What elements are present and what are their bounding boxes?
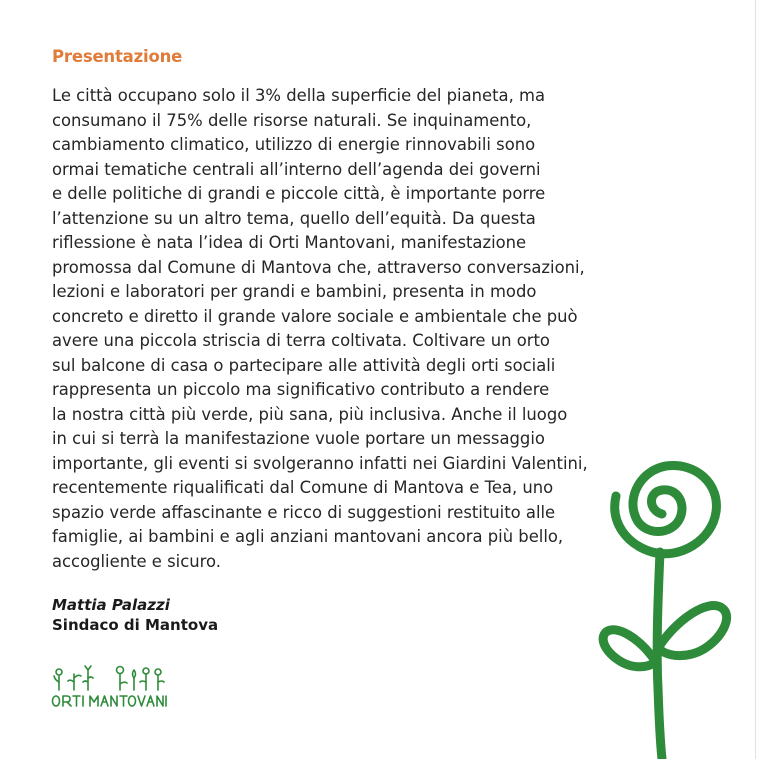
body-line: ormai tematiche centrali all’interno dell’agenda dei governi [52,159,541,179]
body-line: recentemente riqualificati dal Comune di Mantova e Tea, uno [52,478,554,497]
body-line: avere una piccola striscia di terra coltivata. Coltivare un orto [52,331,550,350]
body-line: cambiamento climatico, utilizzo di energie rinnovabili sono [52,135,536,154]
body-line: Le città occupano solo il 3% della superficie del pianeta, ma [52,86,546,105]
signature-name: Mattia Palazzi [52,596,170,614]
body-line: rappresenta un piccolo ma significativo contributo a rendere [52,380,550,399]
signature-block [52,595,218,635]
body-line: riflessione è nata l’idea di Orti Mantovani, manifestazione [52,233,527,252]
body-line: e delle politiche di grandi e piccole città, è importante porre [52,184,546,203]
body-line: spazio verde affascinante e ricco di suggestioni restituito alle [52,502,556,522]
presentation-body [52,84,652,574]
body-line: lezioni e laboratori per grandi e bambini, presenta in modo [52,282,537,301]
body-line: promossa dal Comune di Mantova che, attraverso conversazioni, [52,257,585,277]
body-line: concreto e diretto il grande valore sociale e ambientale che può [52,306,578,326]
body-line: accogliente e sicuro. [52,551,221,571]
body-line: la nostra città più verde, più sana, più inclusiva. Anche il luogo [52,404,568,424]
body-line: consumano il 75% delle risorse naturali. Se inquinamento, [52,110,532,130]
body-line: importante, gli eventi si svolgeranno infatti nei Giardini Valentini, [52,453,588,473]
body-line: in cui si terrà la manifestazione vuole portare un messaggio [52,429,545,448]
body-line: famiglie, ai bambini e agli anziani mantovani ancora più bello, [52,527,564,546]
page-title: Presentazione [52,47,183,66]
body-line: sul balcone di casa o partecipare alle attività degli orti sociali [52,355,556,375]
flower-illustration-icon [596,448,756,759]
signature-role: Sindaco di Mantova [52,616,219,634]
body-line: l’attenzione su un altro tema, quello dell’equità. Da questa [52,208,536,228]
orti-mantovani-logo-icon [50,660,170,712]
